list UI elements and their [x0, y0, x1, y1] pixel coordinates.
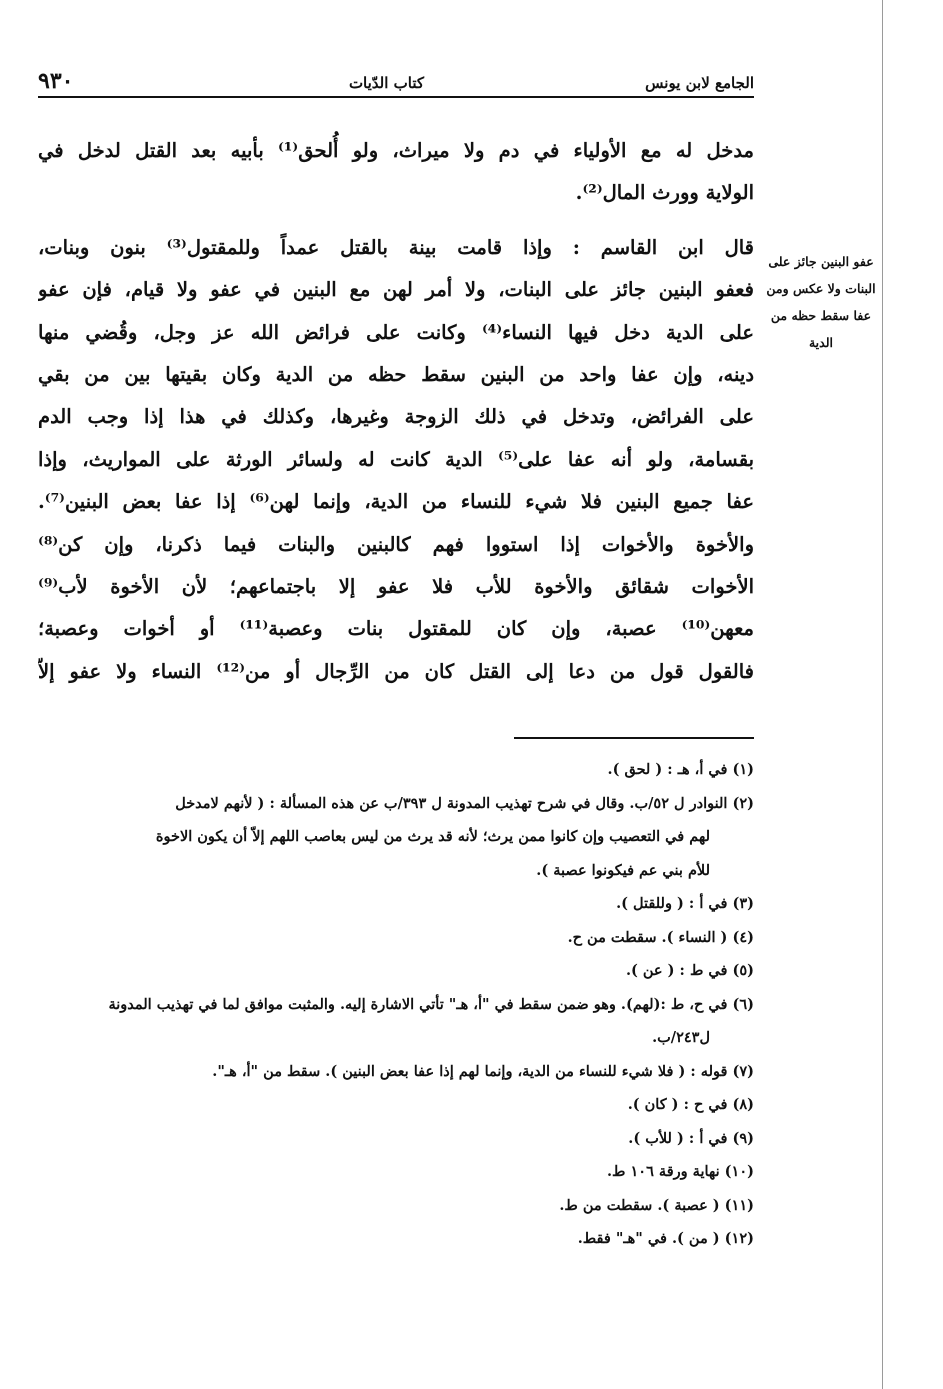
main-text — [38, 130, 754, 693]
footnote: (٩) في أ : ( للأب ). — [628, 1129, 754, 1147]
running-title-book: الجامع لابن يونس — [645, 74, 754, 92]
text-line: دينه، وإن عفا واحد من البنين سقط حظه من الدية وكان بقيتها بين من بقي — [38, 362, 754, 386]
footnote-continuation: لهم في التعصيب وإن كانوا ممن يرث؛ لأنه قد يرث من ليس بعاصب اللهم إلاّ أن يكون الاخوة — [155, 828, 710, 845]
text-line: الولاية وورث المال⁽²⁾. — [575, 181, 754, 205]
footnote: (٤) ( النساء ). سقطت من ح. — [567, 928, 754, 946]
margin-note: عفو البنين جائز على البنات ولا عكس ومن عفا سقط حظه من الدية — [766, 254, 876, 350]
text-line: مدخل له مع الأولياء في دم ولا ميراث، ولو أُلحق⁽¹⁾ بأبيه بعد القتل لدخل في — [38, 139, 754, 162]
footnote: (٨) في ح : ( كان ). — [627, 1096, 754, 1113]
text-line: والأخوة والأخوات إذا استووا فهم كالبنين والبنات فيما ذكرنا، وإن كن⁽⁸⁾ — [38, 532, 754, 556]
footnote: (٣) في أ : ( وللقتل ). — [616, 895, 754, 912]
footnote: (١٢) ( من ). في "هـ" فقط. — [577, 1230, 754, 1247]
footnote: (١١) ( عصبة ). سقطت من ط. — [559, 1196, 754, 1214]
footnote-continuation: ل٢٤٣/ب. — [652, 1029, 710, 1046]
footnote: (١) في أ، هـ : ( لحق ). — [607, 761, 754, 778]
text-line: معهن⁽¹⁰⁾ عصبة، وإن كان للمقتول بنات وعصبة⁽¹¹⁾ أو أخوات وعصبة؛ — [38, 617, 754, 641]
footnote: (٢) النوادر ل ٥٢/ب. وقال في شرح تهذيب المدونة ل ٣٩٣/ب عن هذه المسألة : ( لأنهم لامدخل — [175, 794, 754, 812]
footnote: (١٠) نهاية ورقة ١٠٦ ط. — [606, 1163, 754, 1180]
footnotes — [38, 753, 754, 1256]
text-line: عفا جميع البنين فلا شيء للنساء من الدية، وإنما لهن⁽⁶⁾ إذا عفا بعض البنين⁽⁷⁾. — [38, 490, 754, 514]
page-header — [38, 66, 754, 96]
text-line: بقسامة، ولو أنه عفا على⁽⁵⁾ الدية كانت له ولسائر الورثة على المواريث، وإذا — [38, 447, 754, 471]
footnote: (٦) في ح، ط :(لهم). وهو ضمن سقط في "أ، هـ" تأتي الاشارة إليه. والمثبت موافق لما في تهذيب المدونة — [108, 995, 754, 1013]
page-edge-line — [882, 0, 883, 1389]
header-rule — [38, 96, 754, 98]
footnote: (٥) في ط : ( عن ). — [625, 962, 754, 979]
text-line: فالقول قول من دعا إلى القتل كان من الرِّجال أو من⁽¹²⁾ النساء ولا عفو إلاّ — [38, 659, 754, 683]
running-title-chapter: كتاب الدّيات — [348, 74, 424, 92]
page-number: ٩٣٠ — [38, 68, 74, 94]
text-line: قال ابن القاسم : وإذا قامت بينة بالقتل عمداً وللمقتول⁽³⁾ بنون وبنات، — [38, 235, 754, 259]
text-line: الأخوات شقائق والأخوة للأب فلا عفو إلا باجتماعهم؛ لأن الأخوة لأب⁽⁹⁾ — [38, 574, 754, 598]
footnote-continuation: للأم بني عم فيكونوا عصبة ). — [536, 861, 710, 879]
footnote-rule — [514, 737, 754, 739]
footnote: (٧) قوله : ( فلا شيء للنساء من الدية، وإنما لهم إذا عفا بعض البنين ). سقط من "أ، هـ". — [212, 1062, 754, 1080]
text-line: على الفرائض، وتدخل في ذلك الزوجة وغيرها، وكذلك في هذا إذا وجب الدم — [38, 405, 754, 429]
text-line: فعفو البنين جائز على البنات، ولا أمر لهن مع البنين في عفو ولا قيام، فإن عفو — [38, 278, 754, 302]
text-line: على الدية دخل فيها النساء⁽⁴⁾ وكانت على فرائض الله عز وجل، وقُضي منها — [38, 320, 754, 344]
